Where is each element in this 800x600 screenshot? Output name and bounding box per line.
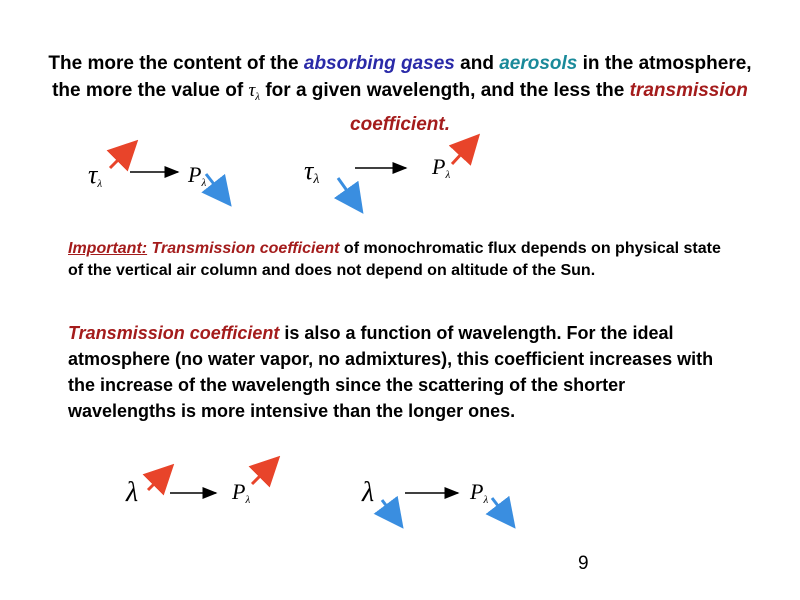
page-number: 9 xyxy=(578,553,589,574)
up-arrow-icon xyxy=(452,138,476,164)
wavelength-term: Transmission coefficient xyxy=(68,323,280,343)
important-note: Important: Transmission coefficient of monochromatic flux depends on physical state of the vertical air column and does not depend on altitude of the Sun. xyxy=(68,240,721,279)
p-lambda-symbol-2: $P_\lambda$ xyxy=(432,154,451,181)
p-lambda-symbol-4: $P_\lambda$ xyxy=(470,479,489,506)
tau-lambda-symbol-1: $\tau_\lambda$ xyxy=(88,160,103,190)
wavelength-paragraph: Transmission coefficient is also a function of wavelength. For the ideal atmosphere (no water vapor, no admixtures), this coefficient increases with the increase of the wavelength since the scattering of the shorter wavelengths is more intensive than the longer ones. xyxy=(68,323,714,421)
important-label: Important: xyxy=(68,240,148,257)
tau-lambda-symbol-2: $\tau_\lambda$ xyxy=(304,156,320,187)
important-term: Transmission coefficient xyxy=(147,240,340,257)
down-arrow-icon xyxy=(206,174,228,202)
aerosols-term: aerosols xyxy=(499,53,578,74)
tau-lambda-inline: $\tau_\lambda$ xyxy=(248,80,261,103)
p-lambda-symbol-3: $P_\lambda$ xyxy=(232,479,251,506)
up-arrow-icon xyxy=(148,468,170,490)
up-arrow-icon xyxy=(110,144,134,168)
down-arrow-icon xyxy=(492,498,512,524)
down-arrow-icon xyxy=(382,500,400,524)
lambda-symbol-1: λ xyxy=(126,477,139,508)
transmission-coefficient-term: transmission coefficient. xyxy=(350,80,748,135)
lambda-symbol-2: λ xyxy=(362,477,375,508)
down-arrow-icon xyxy=(338,178,360,209)
absorbing-gases-term: absorbing gases xyxy=(303,53,455,74)
up-arrow-icon xyxy=(252,460,276,484)
p-lambda-symbol-1: $P_\lambda$ xyxy=(188,162,207,189)
slide-title: The more the content of the absorbing gases and aerosols in the atmosphere, the more the value of $\tau_\lambda$ for a given wavelength, and the less the transmission coefficient. xyxy=(48,53,752,135)
